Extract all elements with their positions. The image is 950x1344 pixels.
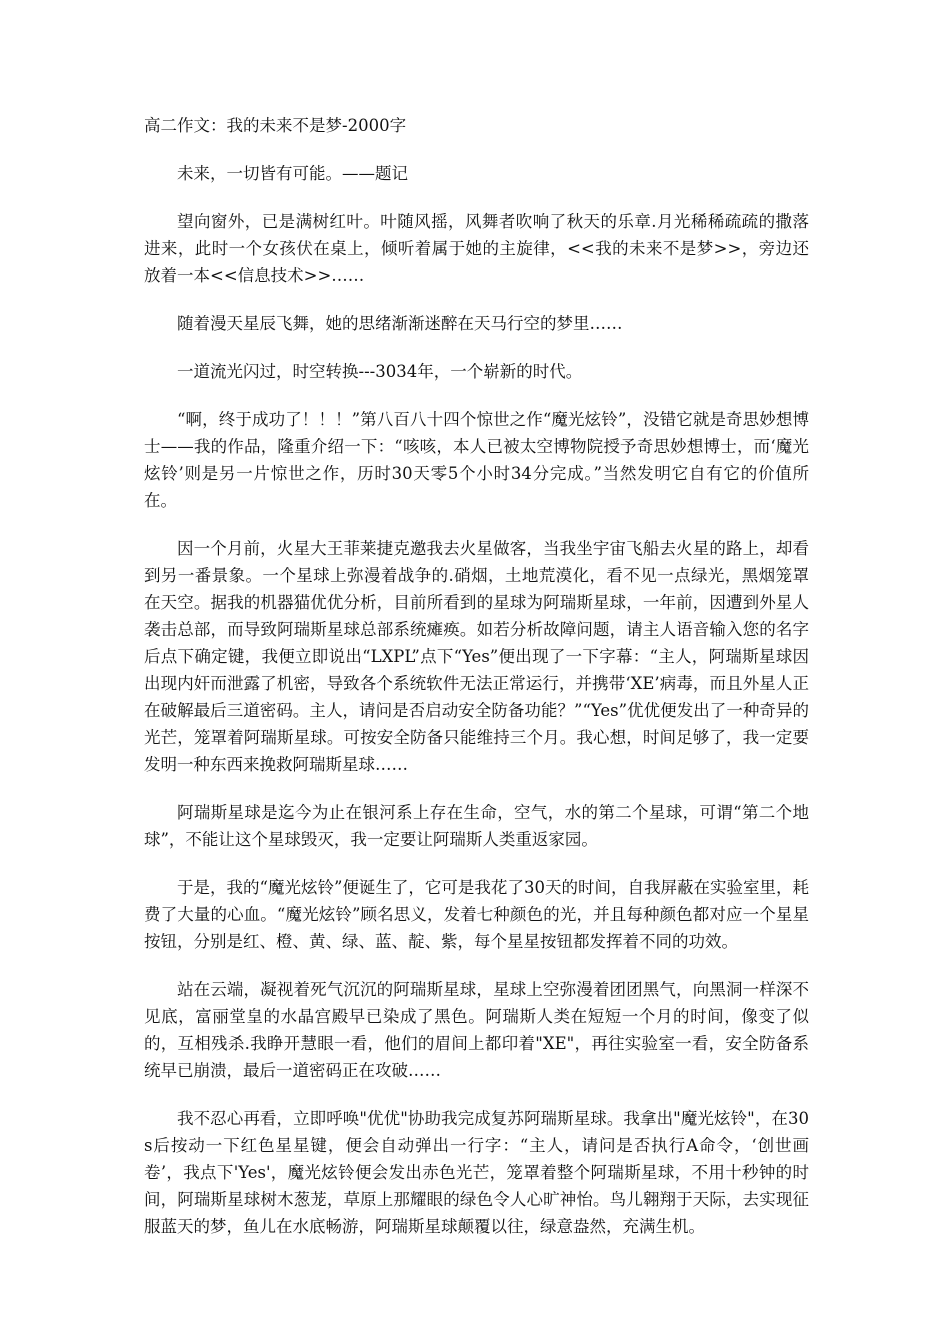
paragraph-epigraph: 未来，一切皆有可能。——题记 [177, 164, 408, 183]
paragraph-6: 阿瑞斯星球是迄今为止在银河系上存在生命，空气，水的第二个星球，可谓“第二个地球”，不能让这个星球毁灭，我一定要让阿瑞斯人类重返家园。 [144, 803, 809, 849]
paragraph-4: “啊，终于成功了！！！”第八百八十四个惊世之作“魔光炫铃”，没错它就是奇思妙想博士——我的作品，隆重介绍一下：“咳咳，本人已被太空博物院授予奇思妙想博士，而‘魔光炫铃’则是另一片惊世之作，历时30天零5个小时34分完成。”当然发明它自有它的价值所在。 [144, 410, 809, 510]
paragraph-7: 于是，我的“魔光炫铃”便诞生了，它可是我花了30天的时间，自我屏蔽在实验室里，耗费了大量的心血。“魔光炫铃”顾名思义，发着七种颜色的光，并且每种颜色都对应一个星星按钮，分别是红、橙、黄、绿、蓝、靛、紫，每个星星按钮都发挥着不同的功效。 [144, 878, 809, 951]
paragraph-3: 一道流光闪过，时空转换---3034年，一个崭新的时代。 [177, 362, 583, 381]
paragraph-2: 随着漫天星辰飞舞，她的思绪渐渐迷醉在天马行空的梦里…… [177, 314, 623, 333]
document-page [144, 112, 809, 1261]
paragraph-5: 因一个月前，火星大王菲莱捷克邀我去火星做客，当我坐宇宙飞船去火星的路上，却看到另一番景象。一个星球上弥漫着战争的.硝烟，土地荒漠化，看不见一点绿光，黑烟笼罩在天空。据我的机器猫优优分析，目前所看到的星球为阿瑞斯星球，一年前，因遭到外星人袭击总部，而导致阿瑞斯星球总部系统瘫痪。如若分析故障问题，请主人语音输入您的名字后点下确定键，我便立即说出“LXPL”点下“Yes”便出现了一下字幕：“主人，阿瑞斯星球因出现内奸而泄露了机密，导致各个系统软件无法正常运行，并携带‘XE’病毒，而且外星人正在破解最后三道密码。主人，请问是否启动安全防备功能？”“Yes”优优便发出了一种奇异的光芒，笼罩着阿瑞斯星球。可按安全防备只能维持三个月。我心想，时间足够了，我一定要发明一种东西来挽救阿瑞斯星球…… [144, 539, 809, 774]
paragraph-1: 望向窗外，已是满树红叶。叶随风摇，风舞者吹响了秋天的乐章.月光稀稀疏疏的撒落进来，此时一个女孩伏在桌上，倾听着属于她的主旋律，<<我的未来不是梦>>，旁边还放着一本<<信息技术>>…… [144, 212, 809, 285]
paragraph-9: 我不忍心再看，立即呼唤"优优"协助我完成复苏阿瑞斯星球。我拿出"魔光炫铃"，在30s后按动一下红色星星键，便会自动弹出一行字：“主人，请问是否执行A命令，‘创世画卷’，我点下'Yes'，魔光炫铃便会发出赤色光芒，笼罩着整个阿瑞斯星球，不用十秒钟的时间，阿瑞斯星球树木葱茏，草原上那耀眼的绿色令人心旷神怡。鸟儿翱翔于天际，去实现征服蓝天的梦，鱼儿在水底畅游，阿瑞斯星球颠覆以往，绿意盎然，充满生机。 [144, 1109, 809, 1236]
paragraph-8: 站在云端，凝视着死气沉沉的阿瑞斯星球，星球上空弥漫着团团黑气，向黑洞一样深不见底，富丽堂皇的水晶宫殿早已染成了黑色。阿瑞斯人类在短短一个月的时间，像变了似的，互相残杀.我睁开慧眼一看，他们的眉间上都印着"XE"，再往实验室一看，安全防备系统早已崩溃，最后一道密码正在攻破…… [144, 980, 809, 1080]
document-title: 高二作文：我的未来不是梦-2000字 [144, 116, 407, 135]
